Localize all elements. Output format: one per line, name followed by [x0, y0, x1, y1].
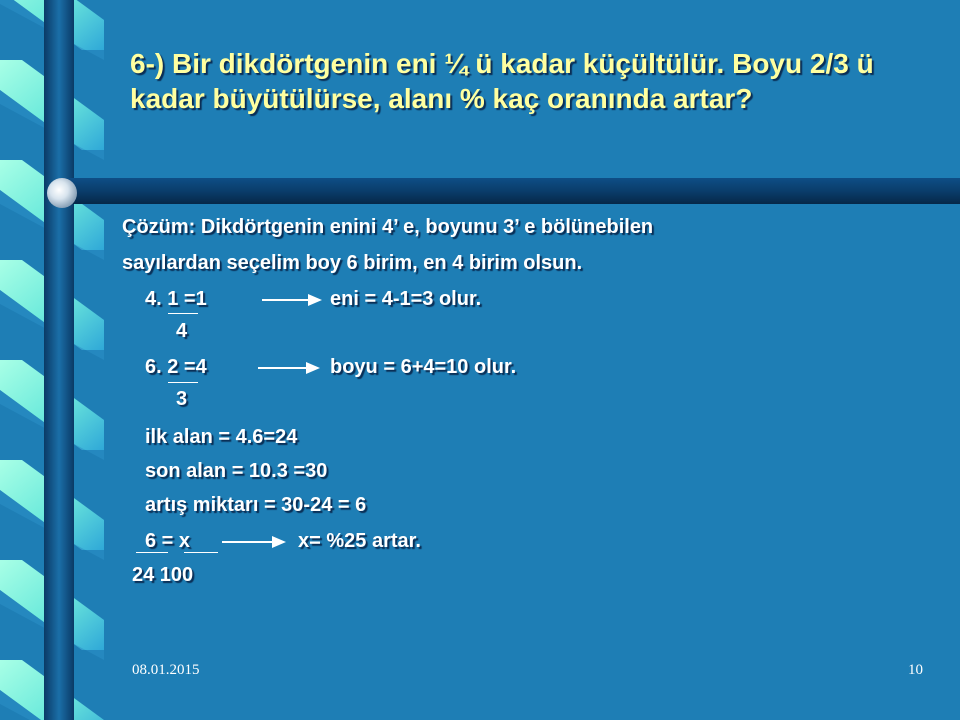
right-arrow-icon	[222, 534, 286, 550]
footer-date: 08.01.2015	[132, 662, 200, 678]
proportion-expression: 6 = x	[145, 530, 191, 552]
rule-ball	[47, 178, 77, 208]
proportion-fraction-bar-left	[136, 552, 168, 553]
solution-line-2: sayılardan seçelim boy 6 birim, en 4 birim olsun.	[122, 252, 583, 274]
step1-fraction-bar	[168, 313, 198, 314]
last-area: son alan = 10.3 =30	[145, 460, 328, 482]
vertical-pole	[44, 0, 74, 720]
first-area: ilk alan = 4.6=24	[145, 426, 298, 448]
step1-result: eni = 4-1=3 olur.	[330, 288, 482, 310]
proportion-denominators: 24 100	[132, 564, 194, 586]
step2-fraction-bar	[168, 382, 198, 383]
step1-fraction-expression: 4. 1 =1	[145, 288, 207, 310]
step1-denominator: 4	[176, 320, 188, 342]
right-arrow-icon	[262, 292, 322, 308]
step2-fraction-expression: 6. 2 =4	[145, 356, 207, 378]
proportion-fraction-bar-right	[184, 552, 218, 553]
horizontal-rule	[60, 178, 960, 204]
proportion-result: x= %25 artar.	[298, 530, 421, 552]
step2-denominator: 3	[176, 388, 188, 410]
solution-line-1: Çözüm: Dikdörtgenin enini 4’ e, boyunu 3’ e bölünebilen	[122, 216, 654, 238]
slide-title: 6-) Bir dikdörtgenin eni ¼ ü kadar küçültülür. Boyu 2/3 ü kadar büyütülürse, alanı % kaç oranında artar?	[130, 48, 874, 114]
footer-page-number: 10	[908, 662, 923, 678]
right-arrow-icon	[258, 360, 320, 376]
increase-amount: artış miktarı = 30-24 = 6	[145, 494, 367, 516]
step2-result: boyu = 6+4=10 olur.	[330, 356, 517, 378]
